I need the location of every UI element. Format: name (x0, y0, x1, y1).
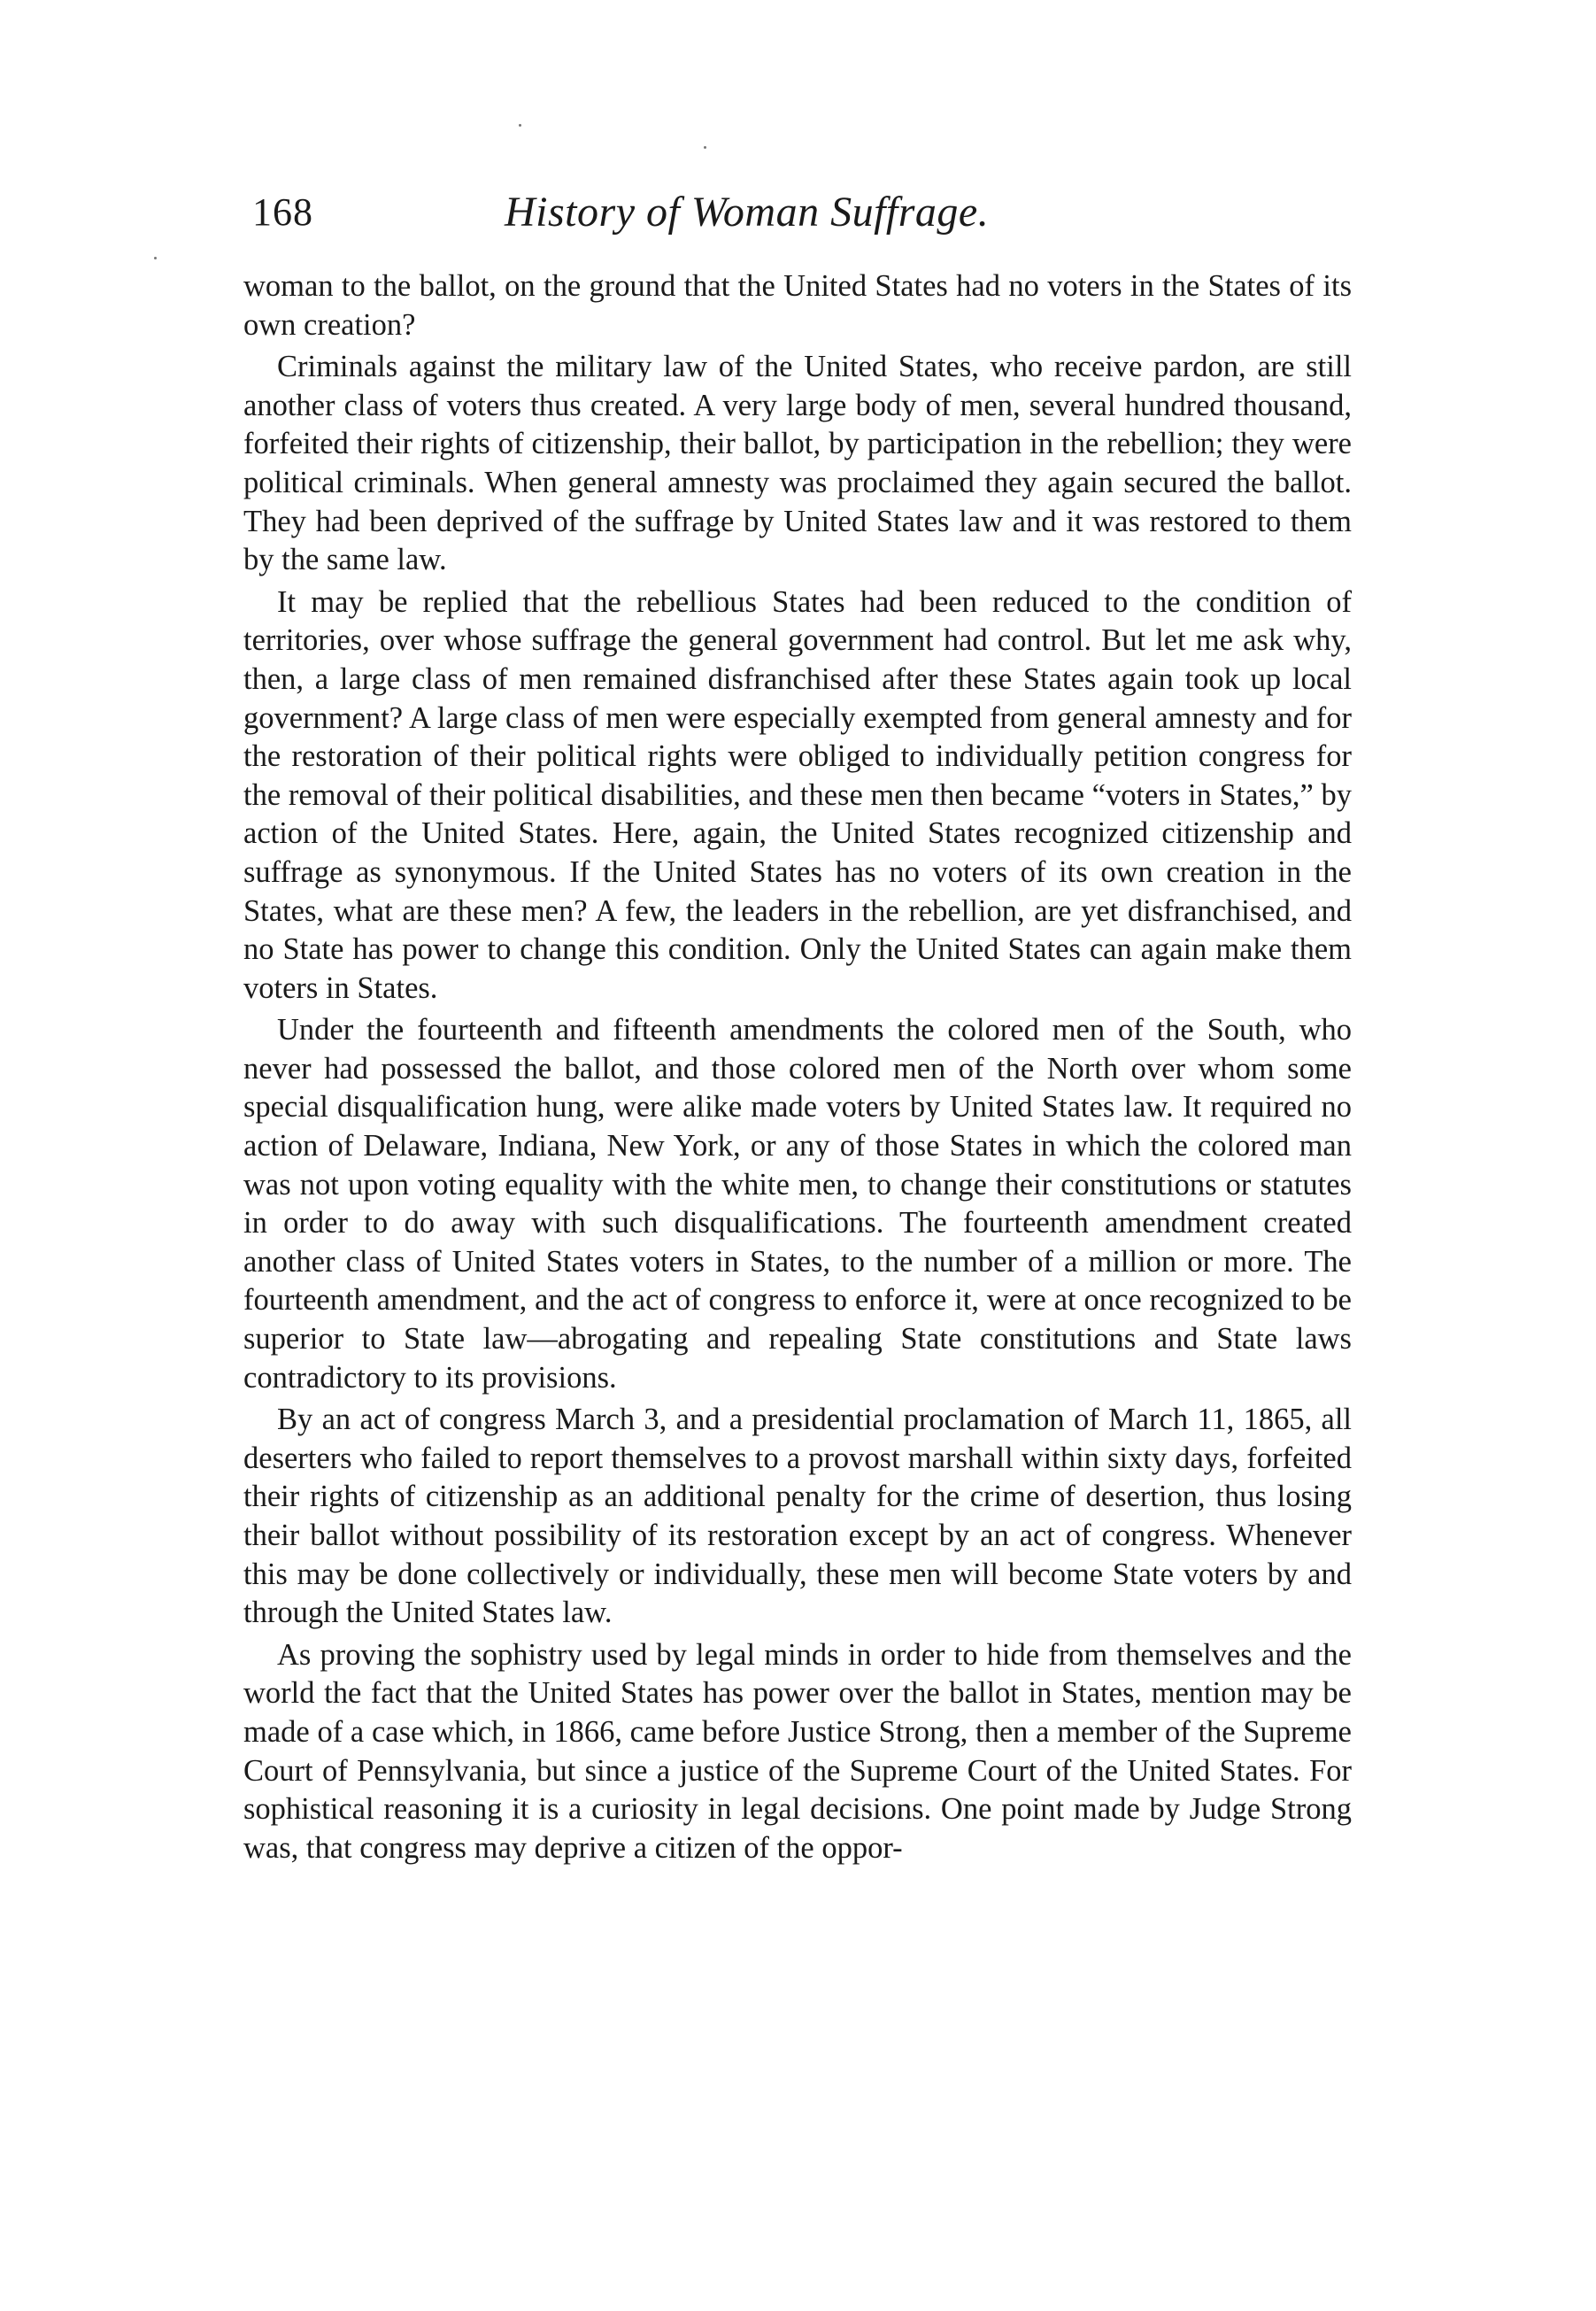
print-speck (704, 146, 706, 149)
paragraph-continuation: woman to the ballot, on the ground that the United States had no voters in the States of its own creation? (243, 269, 1352, 342)
paragraph-rebellious-states: It may be replied that the rebellious States had been reduced to the condition of territories, over whose suffrage the general government had control. But let me ask why, then, a large class of men remained disfranchised after these States again took up local government? A large class of men were especially exempted from general amnesty and for the restoration of their political rights were obliged to individually petition congress for the removal of their political disabilities, and these men then became “voters in States,” by action of the United States. Here, again, the United States recognized citizenship and suffrage as synonymous. If the United States has no voters of its own creation in the States, what are these men? A few, the leaders in the rebellion, are yet disfranchised, and no State has power to change this condition. Only the United States can again make them voters in States. (243, 584, 1352, 1005)
paragraph-justice-strong: As proving the sophistry used by legal minds in order to hide from themselves and the world the fact that the United States has power over the ballot in States, mention may be made of a case which, in 1866, came before Justice Strong, then a member of the Supreme Court of Pennsylvania, but since a justice of the Supreme Court of the United States. For sophistical reasoning it is a curiosity in legal decisions. One point made by Judge Strong was, that congress may deprive a citizen of the oppor- (243, 1637, 1352, 1865)
paragraph-deserters: By an act of congress March 3, and a presidential proclamation of March 11, 1865, all deserters who failed to report themselves to a provost marshall within sixty days, forfeited their rights of citizenship as an additional penalty for the crime of desertion, thus losing their ballot without possibility of its restoration except by an act of congress. Whenever this may be done collectively or individually, these men will become State voters by and through the United States law. (243, 1403, 1352, 1630)
running-title: History of Woman Suffrage. (505, 189, 990, 236)
body-text (243, 267, 1352, 1871)
print-speck (154, 257, 157, 259)
paragraph-fourteenth-amendment: Under the fourteenth and fifteenth amendments the colored men of the South, who never had possessed the ballot, and those colored men of the North over whom some special disqualification hung, were alike made voters by United States law. It required no action of Delaware, Indiana, New York, or any of those States in which the colored man was not upon voting equality with the white men, to change their constitutions or statutes in order to do away with such disqualifications. The fourteenth amendment created another class of United States voters in States, to the number of a million or more. The fourteenth amendment, and the act of congress to enforce it, were at once recognized to be superior to State law—abrogating and repealing State constitutions and State laws contradictory to its provisions. (243, 1013, 1352, 1395)
paragraph-criminals: Criminals against the military law of the United States, who receive pardon, are still another class of voters thus created. A very large body of men, several hundred thousand, forfeited their rights of citizenship, their ballot, by participation in the rebellion; they were political criminals. When general amnesty was proclaimed they again secured the ballot. They had been deprived of the suffrage by United States law and it was restored to them by the same law. (243, 350, 1352, 577)
running-head (243, 186, 1359, 248)
print-speck (519, 124, 521, 127)
page-number: 168 (252, 190, 313, 234)
